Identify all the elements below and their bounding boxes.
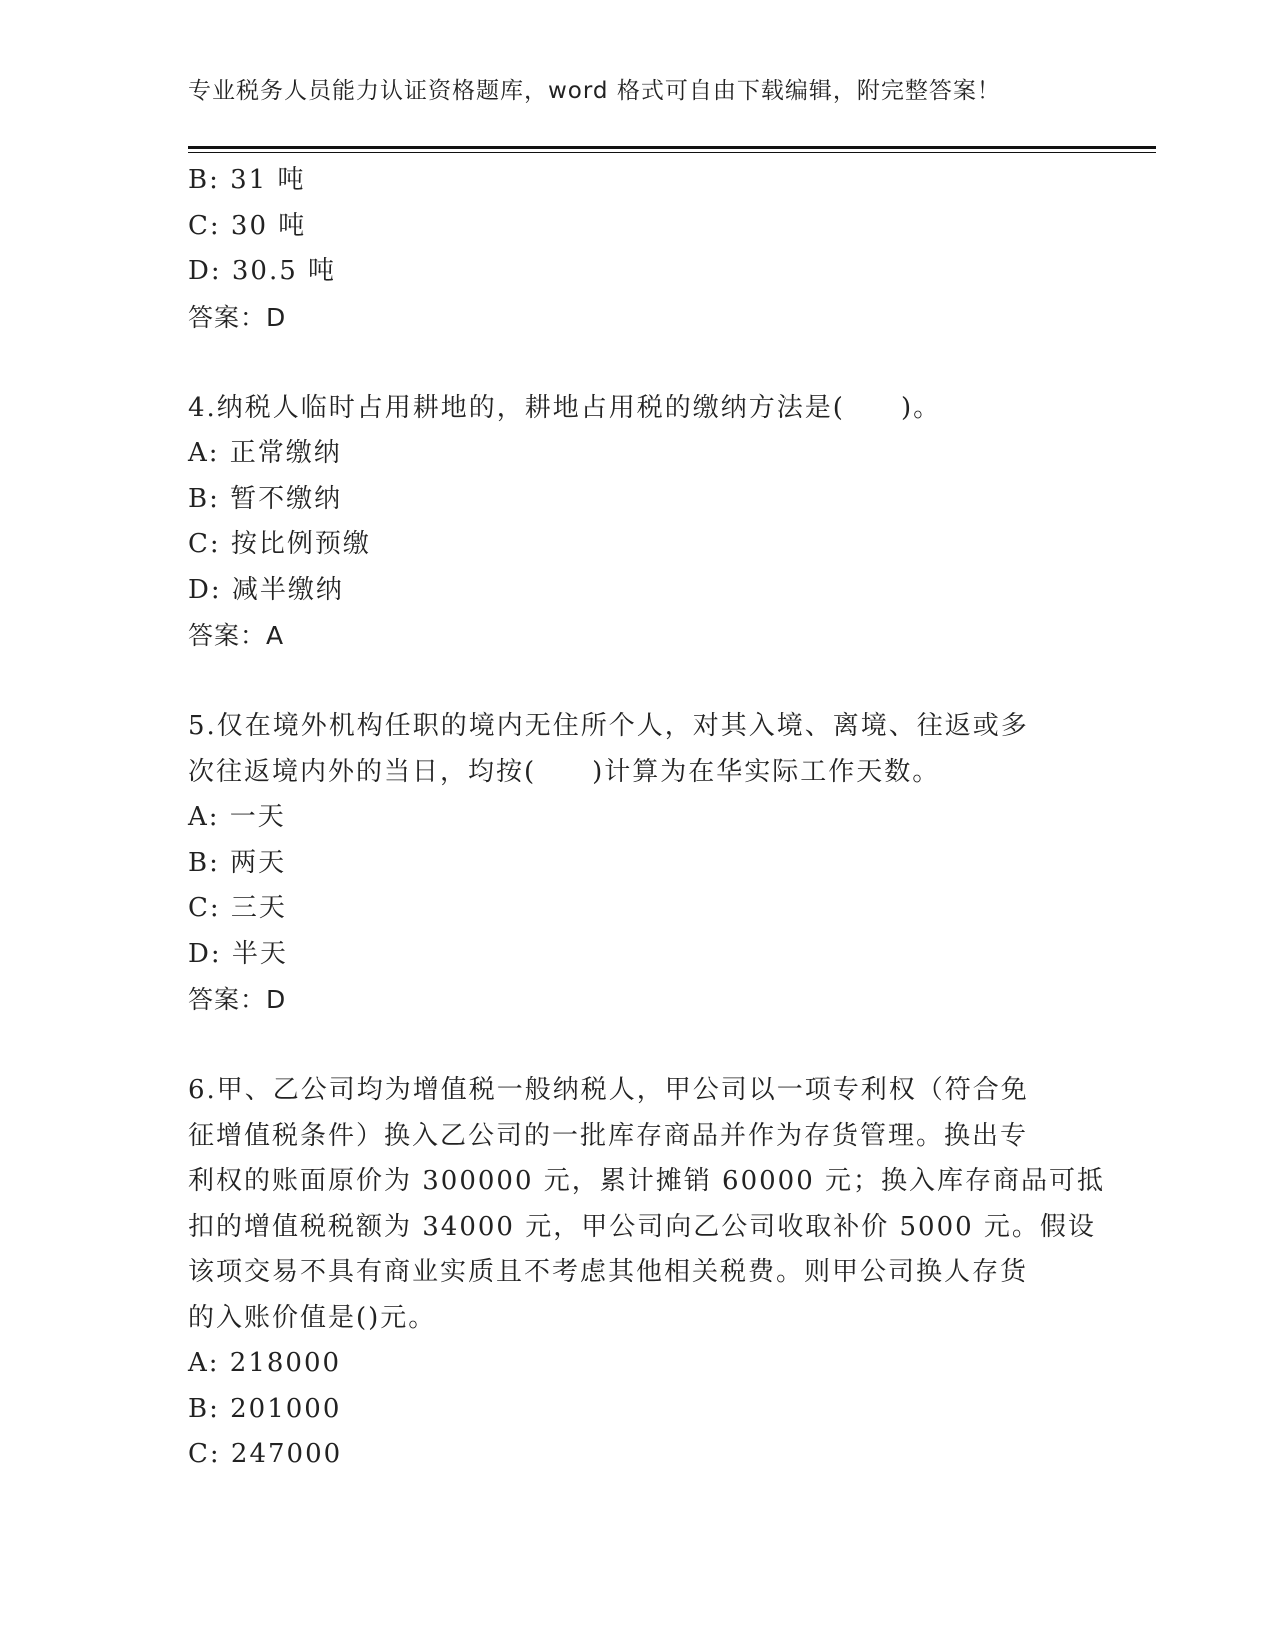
- question-text: 4.纳税人临时占用耕地的，耕地占用税的缴纳方法是( )。: [188, 392, 942, 423]
- option-b: B: 201000: [188, 1393, 342, 1424]
- option-c: C: 30 吨: [188, 210, 307, 241]
- option-b: B: 31 吨: [188, 165, 306, 195]
- document-body: [188, 158, 1106, 1478]
- answer: 答案：D: [188, 985, 287, 1014]
- answer: 答案：A: [188, 621, 285, 650]
- question-text-line-5: 该项交易不具有商业实质且不考虑其他相关税费。则甲公司换人存货: [188, 1257, 1029, 1287]
- question-5: [188, 704, 1088, 1023]
- question-text-line-2: 征增值税条件）换入乙公司的一批库存商品并作为存货管理。换出专: [188, 1120, 1029, 1151]
- answer: 答案：D: [188, 302, 287, 332]
- question-4: [188, 386, 1088, 659]
- header-rule-thin: [188, 152, 1156, 153]
- option-d: D: 半天: [188, 938, 288, 969]
- question-text-line-2: 次往返境内外的当日，均按( )计算为在华实际工作天数。: [188, 756, 941, 787]
- option-b: B: 暂不缴纳: [188, 483, 343, 514]
- spacer: [188, 1023, 1088, 1069]
- option-a: A: 一天: [188, 802, 286, 832]
- option-b: B: 两天: [188, 847, 287, 878]
- question-6: [188, 1068, 1106, 1478]
- spacer: [188, 340, 1088, 386]
- question-text-line-1: 5.仅在境外机构任职的境内无住所个人，对其入境、离境、往返或多: [188, 711, 1029, 741]
- question-text-line-4: 扣的增值税税额为 34000 元，甲公司向乙公司收取补价 5000 元。假设: [188, 1211, 1096, 1242]
- question-text-line-1: 6.甲、乙公司均为增值税一般纳税人，甲公司以一项专利权（符合免: [188, 1075, 1029, 1105]
- option-c: C: 247000: [188, 1439, 343, 1469]
- option-c: C: 三天: [188, 893, 287, 923]
- question-text-line-6: 的入账价值是()元。: [188, 1302, 437, 1333]
- option-c: C: 按比例预缴: [188, 529, 371, 559]
- option-d: D: 30.5 吨: [188, 256, 337, 286]
- page-header: 专业税务人员能力认证资格题库，word 格式可自由下载编辑，附完整答案！: [188, 78, 1001, 104]
- option-a: A: 正常缴纳: [188, 438, 342, 468]
- option-a: A: 218000: [188, 1348, 342, 1378]
- spacer: [188, 659, 1088, 705]
- question-text-line-3: 利权的账面原价为 300000 元，累计摊销 60000 元；换入库存商品可抵: [188, 1166, 1106, 1196]
- option-d: D: 减半缴纳: [188, 574, 344, 605]
- question-3: [188, 158, 1088, 340]
- header-rule-thick: [188, 146, 1156, 149]
